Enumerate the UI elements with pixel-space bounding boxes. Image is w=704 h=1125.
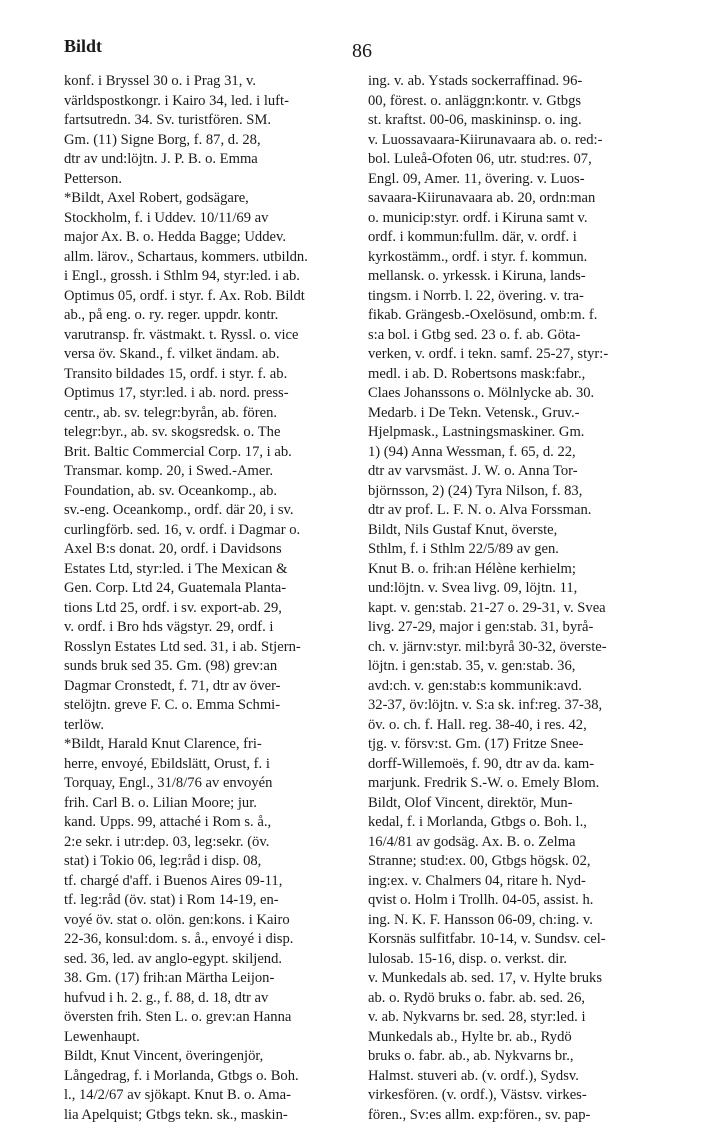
running-head: Bildt	[64, 36, 102, 57]
text-line: dorff-Willemoës, f. 90, dtr av da. kam-	[368, 755, 672, 775]
text-line: marjunk. Fredrik S.-W. o. Emely Blom.	[368, 774, 672, 794]
text-line: Axel B:s donat. 20, ordf. i Davidsons	[64, 540, 360, 560]
text-line: Knut B. o. frih:an Hélène kerhielm;	[368, 560, 672, 580]
text-line: fikab. Grängesb.-Oxelösund, omb:m. f.	[368, 306, 672, 326]
text-line: översten frih. Sten L. o. grev:an Hanna	[64, 1008, 360, 1028]
text-line: Estates Ltd, styr:led. i The Mexican &	[64, 560, 360, 580]
text-line: v. Luossavaara-Kiirunavaara ab. o. red:-	[368, 131, 672, 151]
text-line: herre, envoyé, Ebildslätt, Orust, f. i	[64, 755, 360, 775]
text-line: Petterson.	[64, 170, 360, 190]
text-line: sunds bruk sed 35. Gm. (98) grev:an	[64, 657, 360, 677]
text-line: frih. Carl B. o. Lilian Moore; jur.	[64, 794, 360, 814]
text-line: terlöw.	[64, 716, 360, 736]
text-line: *Bildt, Axel Robert, godsägare,	[64, 189, 360, 209]
right-column	[368, 72, 672, 1125]
text-line: savaara-Kiirunavaara ab. 20, ordn:man	[368, 189, 672, 209]
text-line: Korsnäs sulfitfabr. 10-14, v. Sundsv. cel-	[368, 930, 672, 950]
text-line: s:a bol. i Gtbg sed. 23 o. f. ab. Göta-	[368, 326, 672, 346]
text-line: tf. chargé d'aff. i Buenos Aires 09-11,	[64, 872, 360, 892]
text-line: dtr av und:löjtn. J. P. B. o. Emma	[64, 150, 360, 170]
text-line: v. ab. Nykvarns br. sed. 28, styr:led. i	[368, 1008, 672, 1028]
text-line: Torquay, Engl., 31/8/76 av envoyén	[64, 774, 360, 794]
text-line: Dagmar Cronstedt, f. 71, dtr av över-	[64, 677, 360, 697]
text-line: ch. v. järnv:styr. mil:byrå 30-32, överste-	[368, 638, 672, 658]
text-line: sed. 36, led. av anglo-egypt. skiljend.	[64, 950, 360, 970]
text-line: tf. leg:råd (öv. stat) i Rom 14-19, en-	[64, 891, 360, 911]
text-line: världspostkongr. i Kairo 34, led. i luft-	[64, 92, 360, 112]
text-line: bol. Luleå-Ofoten 06, utr. stud:res. 07,	[368, 150, 672, 170]
text-line: ordf. i kommun:fullm. där, v. ordf. i	[368, 228, 672, 248]
text-line: telegr:byr., ab. sv. skogsredsk. o. The	[64, 423, 360, 443]
text-line: und:löjtn. v. Svea livg. 09, löjtn. 11,	[368, 579, 672, 599]
text-line: tjg. v. försv:st. Gm. (17) Fritze Snee-	[368, 735, 672, 755]
text-line: Gen. Corp. Ltd 24, Guatemala Planta-	[64, 579, 360, 599]
text-line: qvist o. Holm i Trollh. 04-05, assist. h.	[368, 891, 672, 911]
text-line: hufvud i h. 2. g., f. 88, d. 18, dtr av	[64, 989, 360, 1009]
text-line: i Engl., grossh. i Sthlm 94, styr:led. i ab.	[64, 267, 360, 287]
text-line: 2:e sekr. i utr:dep. 03, leg:sekr. (öv.	[64, 833, 360, 853]
text-line: v. Munkedals ab. sed. 17, v. Hylte bruks	[368, 969, 672, 989]
text-line: Munkedals ab., Hylte br. ab., Rydö	[368, 1028, 672, 1048]
text-line: Bildt, Nils Gustaf Knut, överste,	[368, 521, 672, 541]
left-column	[64, 72, 360, 1125]
text-line: stelöjtn. greve F. C. o. Emma Schmi-	[64, 696, 360, 716]
text-line: kyrkostämm., ordf. i styr. f. kommun.	[368, 248, 672, 268]
text-line: dtr av prof. L. F. N. o. Alva Forssman.	[368, 501, 672, 521]
text-line: Optimus 05, ordf. i styr. f. Ax. Rob. Bildt	[64, 287, 360, 307]
text-line: öv. o. ch. f. Hall. reg. 38-40, i res. 42,	[368, 716, 672, 736]
text-line: ing. v. ab. Ystads sockerraffinad. 96-	[368, 72, 672, 92]
text-line: allm. lärov., Schartaus, kommers. utbildn.	[64, 248, 360, 268]
text-line: 32-37, öv:löjtn. v. S:a sk. inf:reg. 37-38,	[368, 696, 672, 716]
text-line: mellansk. o. yrkessk. i Kiruna, lands-	[368, 267, 672, 287]
text-line: tions Ltd 25, ordf. i sv. export-ab. 29,	[64, 599, 360, 619]
text-line: Gm. (11) Signe Borg, f. 87, d. 28,	[64, 131, 360, 151]
text-line: v. ordf. i Bro hds vägstyr. 29, ordf. i	[64, 618, 360, 638]
text-line: bruks o. fabr. ab., ab. Nykvarns br.,	[368, 1047, 672, 1067]
text-line: löjtn. i gen:stab. 35, v. gen:stab. 36,	[368, 657, 672, 677]
text-line: fartsutredn. 34. Sv. turistfören. SM.	[64, 111, 360, 131]
text-line: st. kraftst. 00-06, maskininsp. o. ing.	[368, 111, 672, 131]
text-line: centr., ab. sv. telegr:byrån, ab. fören.	[64, 404, 360, 424]
text-line: Bildt, Knut Vincent, överingenjör,	[64, 1047, 360, 1067]
text-line: varutransp. fr. västmakt. t. Ryssl. o. vice	[64, 326, 360, 346]
text-line: *Bildt, Harald Knut Clarence, fri-	[64, 735, 360, 755]
text-line: konf. i Bryssel 30 o. i Prag 31, v.	[64, 72, 360, 92]
text-line: Rosslyn Estates Ltd sed. 31, i ab. Stjern-	[64, 638, 360, 658]
text-line: 16/4/81 av godsäg. Ax. B. o. Zelma	[368, 833, 672, 853]
text-line: verken, v. ordf. i tekn. samf. 25-27, styr:-	[368, 345, 672, 365]
text-line: Foundation, ab. sv. Oceankomp., ab.	[64, 482, 360, 502]
text-line: lia Apelquist; Gtbgs tekn. sk., maskin-	[64, 1106, 360, 1125]
text-line: 1) (94) Anna Wessman, f. 65, d. 22,	[368, 443, 672, 463]
text-line: Transmar. komp. 20, i Swed.-Amer.	[64, 462, 360, 482]
text-line: dtr av varvsmäst. J. W. o. Anna Tor-	[368, 462, 672, 482]
text-line: Långedrag, f. i Morlanda, Gtbgs o. Boh.	[64, 1067, 360, 1087]
text-line: Engl. 09, Amer. 11, övering. v. Luos-	[368, 170, 672, 190]
text-line: Stranne; stud:ex. 00, Gtbgs högsk. 02,	[368, 852, 672, 872]
text-line: björnsson, 2) (24) Tyra Nilson, f. 83,	[368, 482, 672, 502]
text-line: Stockholm, f. i Uddev. 10/11/69 av	[64, 209, 360, 229]
text-line: ab., på eng. o. ry. reger. uppdr. kontr.	[64, 306, 360, 326]
text-line: 00, förest. o. anläggn:kontr. v. Gtbgs	[368, 92, 672, 112]
text-line: Bildt, Olof Vincent, direktör, Mun-	[368, 794, 672, 814]
text-line: ab. o. Rydö bruks o. fabr. ab. sed. 26,	[368, 989, 672, 1009]
text-line: versa öv. Skand., f. vilket ändam. ab.	[64, 345, 360, 365]
text-line: ing. N. K. F. Hansson 06-09, ch:ing. v.	[368, 911, 672, 931]
text-line: Sthlm, f. i Sthlm 22/5/89 av gen.	[368, 540, 672, 560]
text-line: Hjelpmask., Lastningsmaskiner. Gm.	[368, 423, 672, 443]
text-line: 38. Gm. (17) frih:an Märtha Leijon-	[64, 969, 360, 989]
text-line: sv.-eng. Oceankomp., ordf. där 20, i sv.	[64, 501, 360, 521]
text-line: Transito bildades 15, ordf. i styr. f. ab.	[64, 365, 360, 385]
text-line: Optimus 17, styr:led. i ab. nord. press-	[64, 384, 360, 404]
text-line: kand. Upps. 99, attaché i Rom s. å.,	[64, 813, 360, 833]
text-line: l., 14/2/67 av sjökapt. Knut B. o. Ama-	[64, 1086, 360, 1106]
text-line: curlingförb. sed. 16, v. ordf. i Dagmar o.	[64, 521, 360, 541]
text-line: Medarb. i De Tekn. Vetensk., Gruv.-	[368, 404, 672, 424]
text-line: livg. 27-29, major i gen:stab. 31, byrå-	[368, 618, 672, 638]
text-line: medl. i ab. D. Robertsons mask:fabr.,	[368, 365, 672, 385]
text-line: major Ax. B. o. Hedda Bagge; Uddev.	[64, 228, 360, 248]
text-line: tingsm. i Norrb. l. 22, övering. v. tra-	[368, 287, 672, 307]
text-line: lulosab. 15-16, disp. o. verkst. dir.	[368, 950, 672, 970]
text-line: Lewenhaupt.	[64, 1028, 360, 1048]
text-line: Brit. Baltic Commercial Corp. 17, i ab.	[64, 443, 360, 463]
text-line: o. municip:styr. ordf. i Kiruna samt v.	[368, 209, 672, 229]
page-number: 86	[352, 40, 372, 63]
text-line: virkesfören. (v. ordf.), Västsv. virkes-	[368, 1086, 672, 1106]
text-line: avd:ch. v. gen:stab:s kommunik:avd.	[368, 677, 672, 697]
text-line: 22-36, konsul:dom. s. å., envoyé i disp.	[64, 930, 360, 950]
text-line: stat) i Tokio 06, leg:råd i disp. 08,	[64, 852, 360, 872]
text-line: ing:ex. v. Chalmers 04, ritare h. Nyd-	[368, 872, 672, 892]
text-line: fören., Sv:es allm. exp:fören., sv. pap-	[368, 1106, 672, 1125]
text-line: Claes Johanssons o. Mölnlycke ab. 30.	[368, 384, 672, 404]
text-line: voyé öv. stat o. olön. gen:kons. i Kairo	[64, 911, 360, 931]
text-line: kapt. v. gen:stab. 21-27 o. 29-31, v. Svea	[368, 599, 672, 619]
text-line: Halmst. stuveri ab. (v. ordf.), Sydsv.	[368, 1067, 672, 1087]
text-line: kedal, f. i Morlanda, Gtbgs o. Boh. l.,	[368, 813, 672, 833]
